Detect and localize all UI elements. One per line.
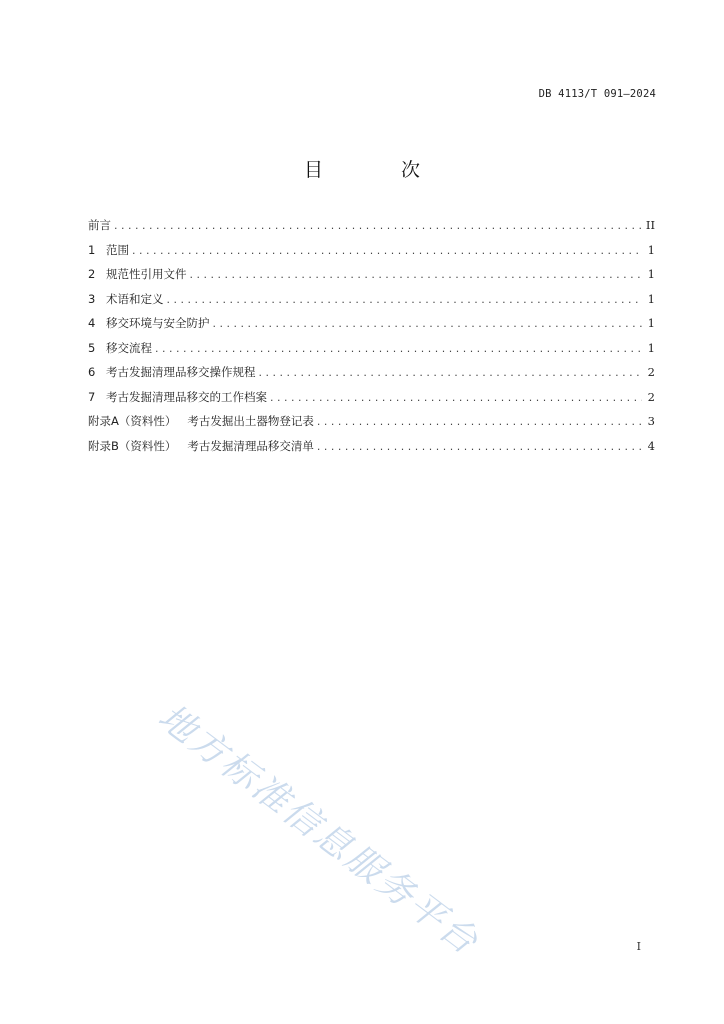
toc-entry-scope[interactable] <box>88 242 655 267</box>
toc-entry-title: 移交环境与安全防护 <box>106 316 210 330</box>
toc-entry-work-archives[interactable] <box>88 389 655 414</box>
toc-entry-page: 1 <box>647 291 655 306</box>
dot-leader <box>114 217 642 234</box>
toc-entry-title: 前言 <box>88 218 111 232</box>
toc-entry-page: II <box>645 218 655 232</box>
toc-entry-page: 4 <box>647 438 655 453</box>
toc-entry-number: 1 <box>88 242 96 257</box>
toc-entry-number: 6 <box>88 365 96 379</box>
toc-entry-title: 术语和定义 <box>106 291 164 306</box>
toc-entry-page: 2 <box>647 389 655 404</box>
dot-leader <box>190 266 643 283</box>
toc-entry-page: 1 <box>647 316 655 330</box>
toc-entry-terms-definitions[interactable] <box>88 291 655 316</box>
toc-entry-title: 范围 <box>106 242 129 257</box>
dot-leader <box>132 242 642 259</box>
dot-leader <box>167 291 643 308</box>
table-of-contents <box>88 217 655 462</box>
watermark: 地方标准信息服务平台 <box>150 696 487 964</box>
toc-title: 目 次 <box>303 159 457 181</box>
toc-entry-number: 5 <box>88 340 96 355</box>
dot-leader <box>317 413 642 430</box>
toc-entry-number: 2 <box>88 267 96 281</box>
toc-entry-appendix-b[interactable] <box>88 438 655 463</box>
dot-leader <box>155 340 642 357</box>
toc-entry-title: 移交流程 <box>106 340 152 355</box>
page-number: I <box>636 940 641 953</box>
toc-entry-number: 4 <box>88 316 96 330</box>
toc-entry-number: 7 <box>88 389 96 404</box>
toc-entry-foreword[interactable] <box>88 217 655 242</box>
toc-entry-appendix-a[interactable] <box>88 413 655 438</box>
dot-leader <box>259 364 643 381</box>
toc-entry-title: 考古发掘清理品移交的工作档案 <box>106 389 267 404</box>
toc-entry-title: 附录B（资料性） 考古发掘清理品移交清单 <box>88 438 314 453</box>
toc-entry-normative-references[interactable] <box>88 266 655 291</box>
toc-entry-page: 1 <box>647 340 655 355</box>
dot-leader <box>213 315 643 332</box>
toc-entry-page: 2 <box>647 365 655 379</box>
toc-entry-page: 3 <box>647 414 655 428</box>
dot-leader <box>317 438 642 455</box>
toc-entry-operating-procedures[interactable] <box>88 364 655 389</box>
toc-entry-page: 1 <box>647 267 655 281</box>
toc-entry-title: 考古发掘清理品移交操作规程 <box>106 365 256 379</box>
document-code: DB 4113/T 091—2024 <box>538 88 656 100</box>
toc-entry-environment-safety[interactable] <box>88 315 655 340</box>
toc-entry-number: 3 <box>88 291 96 306</box>
dot-leader <box>270 389 642 406</box>
toc-entry-page: 1 <box>647 242 655 257</box>
toc-entry-title: 规范性引用文件 <box>106 267 187 281</box>
toc-entry-transfer-process[interactable] <box>88 340 655 365</box>
toc-entry-title: 附录A（资料性） 考古发掘出土器物登记表 <box>88 414 314 428</box>
